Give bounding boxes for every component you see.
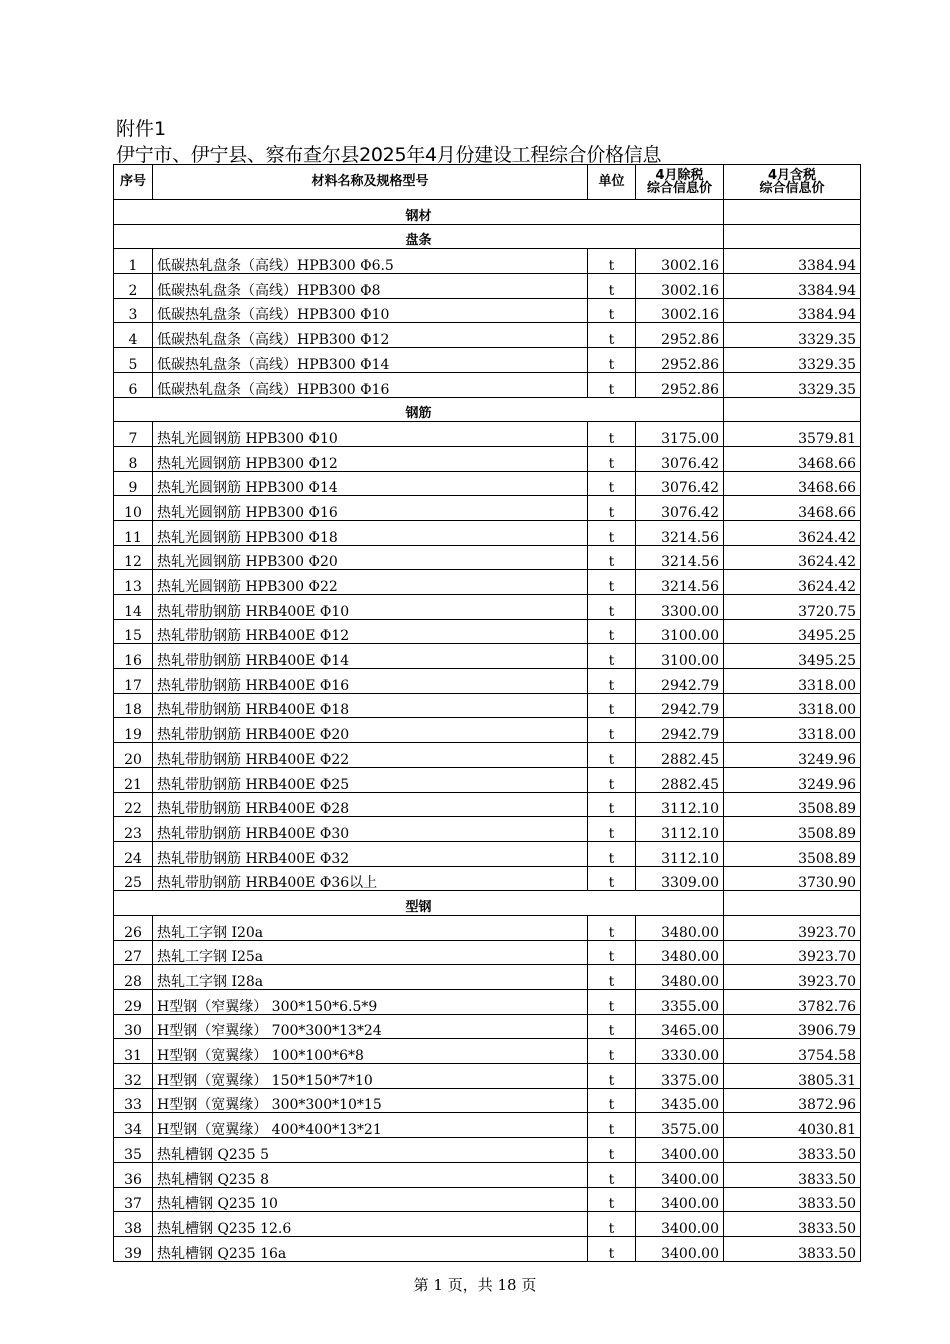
- cell-no: 31: [114, 1039, 153, 1064]
- cell-price-ex-tax: 2942.79: [636, 718, 724, 743]
- cell-name: 热轧带肋钢筋 HRB400E Φ28: [153, 792, 588, 817]
- cell-name: 热轧槽钢 Q235 12.6: [153, 1212, 588, 1237]
- cell-unit: t: [588, 619, 636, 644]
- cell-no: 8: [114, 446, 153, 471]
- cell-name: 热轧光圆钢筋 HPB300 Φ12: [153, 446, 588, 471]
- cell-price-ex-tax: 3435.00: [636, 1088, 724, 1113]
- cell-price-in-tax: 3329.35: [724, 372, 861, 397]
- cell-no: 22: [114, 792, 153, 817]
- section-title: 型钢: [114, 891, 724, 916]
- table-row: [114, 915, 861, 940]
- cell-no: 23: [114, 817, 153, 842]
- section-empty-cell: [724, 224, 861, 249]
- table-row: [114, 841, 861, 866]
- page-footer: 第 1 页，共 18 页: [413, 1276, 537, 1294]
- cell-price-ex-tax: 3214.56: [636, 520, 724, 545]
- cell-unit: t: [588, 1014, 636, 1039]
- section-title: 盘条: [114, 224, 724, 249]
- cell-no: 39: [114, 1236, 153, 1261]
- section-title: 钢材: [114, 200, 724, 225]
- cell-price-ex-tax: 3400.00: [636, 1162, 724, 1187]
- cell-unit: t: [588, 841, 636, 866]
- cell-price-in-tax: 3318.00: [724, 669, 861, 694]
- cell-no: 15: [114, 619, 153, 644]
- cell-no: 13: [114, 570, 153, 595]
- cell-unit: t: [588, 545, 636, 570]
- cell-unit: t: [588, 718, 636, 743]
- section-empty-cell: [724, 397, 861, 422]
- cell-unit: t: [588, 1064, 636, 1089]
- col-header-name: 材料名称及规格型号: [153, 165, 588, 200]
- price-in-line1: 4月含税: [767, 168, 817, 183]
- cell-name: 低碳热轧盘条（高线）HPB300 Φ16: [153, 372, 588, 397]
- cell-unit: t: [588, 496, 636, 521]
- cell-no: 3: [114, 298, 153, 323]
- cell-name: 低碳热轧盘条（高线）HPB300 Φ8: [153, 274, 588, 299]
- cell-price-ex-tax: 3112.10: [636, 792, 724, 817]
- cell-price-in-tax: 3384.94: [724, 298, 861, 323]
- cell-name: 低碳热轧盘条（高线）HPB300 Φ12: [153, 323, 588, 348]
- cell-unit: t: [588, 1088, 636, 1113]
- cell-no: 1: [114, 249, 153, 274]
- cell-price-in-tax: 3468.66: [724, 446, 861, 471]
- cell-price-ex-tax: 3112.10: [636, 841, 724, 866]
- table-row: [114, 496, 861, 521]
- table-row: [114, 1039, 861, 1064]
- document-title: 伊宁市、伊宁县、察布查尔县2025年4月份建设工程综合价格信息: [116, 144, 662, 166]
- table-row: [114, 249, 861, 274]
- table-row: [114, 792, 861, 817]
- cell-name: 热轧光圆钢筋 HPB300 Φ14: [153, 471, 588, 496]
- table-row: [114, 422, 861, 447]
- cell-unit: t: [588, 990, 636, 1015]
- cell-name: H型钢（宽翼缘） 300*300*10*15: [153, 1088, 588, 1113]
- cell-unit: t: [588, 249, 636, 274]
- cell-no: 10: [114, 496, 153, 521]
- cell-no: 25: [114, 866, 153, 891]
- table-row: [114, 990, 861, 1015]
- section-title: 钢筋: [114, 397, 724, 422]
- table-row: [114, 1113, 861, 1138]
- cell-price-in-tax: 3833.50: [724, 1236, 861, 1261]
- cell-unit: t: [588, 422, 636, 447]
- cell-name: H型钢（窄翼缘） 700*300*13*24: [153, 1014, 588, 1039]
- cell-price-in-tax: 3318.00: [724, 718, 861, 743]
- table-row: [114, 520, 861, 545]
- cell-price-in-tax: 3468.66: [724, 496, 861, 521]
- cell-price-in-tax: 3782.76: [724, 990, 861, 1015]
- cell-name: 热轧槽钢 Q235 10: [153, 1187, 588, 1212]
- cell-no: 16: [114, 644, 153, 669]
- cell-no: 7: [114, 422, 153, 447]
- cell-price-in-tax: 3624.42: [724, 520, 861, 545]
- cell-name: 热轧光圆钢筋 HPB300 Φ10: [153, 422, 588, 447]
- cell-unit: t: [588, 693, 636, 718]
- cell-no: 29: [114, 990, 153, 1015]
- cell-unit: t: [588, 644, 636, 669]
- table-row: [114, 1064, 861, 1089]
- cell-price-in-tax: 3872.96: [724, 1088, 861, 1113]
- cell-price-ex-tax: 3465.00: [636, 1014, 724, 1039]
- section-header-row: [114, 397, 861, 422]
- cell-unit: t: [588, 323, 636, 348]
- price-ex-line1: 4月除税: [655, 168, 704, 183]
- cell-name: 热轧带肋钢筋 HRB400E Φ22: [153, 743, 588, 768]
- table-row: [114, 1138, 861, 1163]
- cell-unit: t: [588, 743, 636, 768]
- cell-no: 36: [114, 1162, 153, 1187]
- cell-unit: t: [588, 274, 636, 299]
- cell-unit: t: [588, 595, 636, 620]
- cell-price-in-tax: 3495.25: [724, 644, 861, 669]
- cell-price-ex-tax: 3375.00: [636, 1064, 724, 1089]
- cell-no: 12: [114, 545, 153, 570]
- cell-price-ex-tax: 3076.42: [636, 496, 724, 521]
- col-header-price-ex-tax: [636, 165, 724, 200]
- price-table: [113, 164, 861, 1262]
- cell-name: 热轧带肋钢筋 HRB400E Φ32: [153, 841, 588, 866]
- cell-no: 5: [114, 348, 153, 373]
- cell-price-in-tax: 3318.00: [724, 693, 861, 718]
- cell-price-ex-tax: 3480.00: [636, 940, 724, 965]
- cell-price-in-tax: 3329.35: [724, 323, 861, 348]
- table-row: [114, 743, 861, 768]
- cell-price-ex-tax: 3575.00: [636, 1113, 724, 1138]
- cell-unit: t: [588, 1039, 636, 1064]
- cell-price-in-tax: 3384.94: [724, 249, 861, 274]
- cell-price-ex-tax: 3309.00: [636, 866, 724, 891]
- table-row: [114, 348, 861, 373]
- cell-price-in-tax: 3384.94: [724, 274, 861, 299]
- cell-price-in-tax: 3923.70: [724, 915, 861, 940]
- cell-price-in-tax: 3754.58: [724, 1039, 861, 1064]
- cell-no: 33: [114, 1088, 153, 1113]
- cell-name: 热轧工字钢 I25a: [153, 940, 588, 965]
- cell-price-in-tax: 3833.50: [724, 1138, 861, 1163]
- cell-no: 30: [114, 1014, 153, 1039]
- cell-price-in-tax: 3833.50: [724, 1162, 861, 1187]
- cell-no: 20: [114, 743, 153, 768]
- cell-price-in-tax: 3249.96: [724, 767, 861, 792]
- cell-price-in-tax: 3805.31: [724, 1064, 861, 1089]
- cell-no: 37: [114, 1187, 153, 1212]
- cell-unit: t: [588, 1212, 636, 1237]
- cell-name: 热轧带肋钢筋 HRB400E Φ25: [153, 767, 588, 792]
- cell-price-ex-tax: 3100.00: [636, 644, 724, 669]
- cell-name: 热轧带肋钢筋 HRB400E Φ36以上: [153, 866, 588, 891]
- cell-price-in-tax: 3906.79: [724, 1014, 861, 1039]
- table-row: [114, 1088, 861, 1113]
- cell-name: 热轧工字钢 I28a: [153, 965, 588, 990]
- cell-price-in-tax: 3329.35: [724, 348, 861, 373]
- cell-unit: t: [588, 471, 636, 496]
- cell-unit: t: [588, 446, 636, 471]
- cell-name: 热轧光圆钢筋 HPB300 Φ18: [153, 520, 588, 545]
- table-row: [114, 619, 861, 644]
- cell-price-ex-tax: 3400.00: [636, 1212, 724, 1237]
- section-empty-cell: [724, 891, 861, 916]
- cell-unit: t: [588, 817, 636, 842]
- table-row: [114, 718, 861, 743]
- cell-name: 热轧光圆钢筋 HPB300 Φ22: [153, 570, 588, 595]
- cell-price-ex-tax: 3100.00: [636, 619, 724, 644]
- cell-unit: t: [588, 1138, 636, 1163]
- cell-price-in-tax: 3923.70: [724, 965, 861, 990]
- cell-price-ex-tax: 3175.00: [636, 422, 724, 447]
- cell-price-ex-tax: 3076.42: [636, 446, 724, 471]
- cell-price-in-tax: 3833.50: [724, 1187, 861, 1212]
- cell-price-ex-tax: 3400.00: [636, 1187, 724, 1212]
- table-row: [114, 545, 861, 570]
- cell-name: 低碳热轧盘条（高线）HPB300 Φ10: [153, 298, 588, 323]
- col-header-no: 序号: [114, 165, 153, 200]
- cell-no: 11: [114, 520, 153, 545]
- cell-unit: t: [588, 520, 636, 545]
- cell-price-ex-tax: 3002.16: [636, 298, 724, 323]
- cell-price-in-tax: 4030.81: [724, 1113, 861, 1138]
- cell-name: 热轧槽钢 Q235 5: [153, 1138, 588, 1163]
- table-row: [114, 693, 861, 718]
- cell-price-ex-tax: 3400.00: [636, 1236, 724, 1261]
- cell-price-ex-tax: 3480.00: [636, 965, 724, 990]
- price-in-line2: 综合信息价: [759, 181, 825, 196]
- cell-price-in-tax: 3833.50: [724, 1212, 861, 1237]
- cell-no: 24: [114, 841, 153, 866]
- table-row: [114, 1236, 861, 1261]
- cell-price-in-tax: 3249.96: [724, 743, 861, 768]
- cell-no: 27: [114, 940, 153, 965]
- cell-unit: t: [588, 915, 636, 940]
- cell-no: 34: [114, 1113, 153, 1138]
- table-row: [114, 1162, 861, 1187]
- cell-unit: t: [588, 348, 636, 373]
- cell-name: 热轧带肋钢筋 HRB400E Φ30: [153, 817, 588, 842]
- table-row: [114, 274, 861, 299]
- cell-unit: t: [588, 1113, 636, 1138]
- cell-name: H型钢（窄翼缘） 300*150*6.5*9: [153, 990, 588, 1015]
- cell-unit: t: [588, 965, 636, 990]
- cell-price-ex-tax: 3400.00: [636, 1138, 724, 1163]
- cell-no: 21: [114, 767, 153, 792]
- cell-unit: t: [588, 940, 636, 965]
- cell-name: 热轧带肋钢筋 HRB400E Φ12: [153, 619, 588, 644]
- cell-price-in-tax: 3923.70: [724, 940, 861, 965]
- table-header-row: [114, 165, 861, 200]
- cell-unit: t: [588, 372, 636, 397]
- section-header-row: [114, 891, 861, 916]
- cell-unit: t: [588, 570, 636, 595]
- cell-name: 低碳热轧盘条（高线）HPB300 Φ6.5: [153, 249, 588, 274]
- table-row: [114, 298, 861, 323]
- col-header-price-in-tax: [724, 165, 861, 200]
- table-row: [114, 1212, 861, 1237]
- cell-price-ex-tax: 3076.42: [636, 471, 724, 496]
- cell-price-in-tax: 3720.75: [724, 595, 861, 620]
- table-row: [114, 965, 861, 990]
- cell-price-ex-tax: 3355.00: [636, 990, 724, 1015]
- cell-unit: t: [588, 1236, 636, 1261]
- cell-name: 热轧带肋钢筋 HRB400E Φ16: [153, 669, 588, 694]
- table-row: [114, 570, 861, 595]
- cell-no: 6: [114, 372, 153, 397]
- cell-price-ex-tax: 2942.79: [636, 669, 724, 694]
- cell-price-ex-tax: 3112.10: [636, 817, 724, 842]
- cell-no: 32: [114, 1064, 153, 1089]
- cell-name: 热轧带肋钢筋 HRB400E Φ14: [153, 644, 588, 669]
- cell-name: H型钢（宽翼缘） 150*150*7*10: [153, 1064, 588, 1089]
- cell-unit: t: [588, 1162, 636, 1187]
- cell-price-ex-tax: 3214.56: [636, 545, 724, 570]
- table-row: [114, 940, 861, 965]
- cell-price-ex-tax: 3214.56: [636, 570, 724, 595]
- table-row: [114, 372, 861, 397]
- section-header-row: [114, 224, 861, 249]
- price-ex-line2: 综合信息价: [646, 181, 712, 196]
- section-header-row: [114, 200, 861, 225]
- cell-name: 热轧光圆钢筋 HPB300 Φ20: [153, 545, 588, 570]
- cell-price-ex-tax: 2882.45: [636, 743, 724, 768]
- cell-price-in-tax: 3624.42: [724, 570, 861, 595]
- cell-price-in-tax: 3624.42: [724, 545, 861, 570]
- cell-unit: t: [588, 792, 636, 817]
- cell-no: 38: [114, 1212, 153, 1237]
- cell-price-ex-tax: 3480.00: [636, 915, 724, 940]
- cell-unit: t: [588, 669, 636, 694]
- table-row: [114, 866, 861, 891]
- cell-no: 9: [114, 471, 153, 496]
- table-row: [114, 471, 861, 496]
- cell-name: 热轧光圆钢筋 HPB300 Φ16: [153, 496, 588, 521]
- cell-unit: t: [588, 1187, 636, 1212]
- col-header-unit: 单位: [588, 165, 636, 200]
- cell-unit: t: [588, 298, 636, 323]
- cell-unit: t: [588, 866, 636, 891]
- cell-name: 低碳热轧盘条（高线）HPB300 Φ14: [153, 348, 588, 373]
- cell-no: 18: [114, 693, 153, 718]
- table-row: [114, 767, 861, 792]
- table-row: [114, 644, 861, 669]
- cell-no: 4: [114, 323, 153, 348]
- cell-price-ex-tax: 3002.16: [636, 249, 724, 274]
- cell-name: 热轧槽钢 Q235 16a: [153, 1236, 588, 1261]
- table-row: [114, 595, 861, 620]
- cell-no: 2: [114, 274, 153, 299]
- cell-unit: t: [588, 767, 636, 792]
- cell-name: 热轧带肋钢筋 HRB400E Φ20: [153, 718, 588, 743]
- cell-price-in-tax: 3730.90: [724, 866, 861, 891]
- cell-price-in-tax: 3508.89: [724, 817, 861, 842]
- cell-no: 35: [114, 1138, 153, 1163]
- cell-no: 26: [114, 915, 153, 940]
- cell-price-in-tax: 3468.66: [724, 471, 861, 496]
- cell-price-in-tax: 3508.89: [724, 792, 861, 817]
- cell-name: 热轧带肋钢筋 HRB400E Φ10: [153, 595, 588, 620]
- cell-name: 热轧槽钢 Q235 8: [153, 1162, 588, 1187]
- cell-name: H型钢（宽翼缘） 100*100*6*8: [153, 1039, 588, 1064]
- cell-name: H型钢（宽翼缘） 400*400*13*21: [153, 1113, 588, 1138]
- cell-no: 17: [114, 669, 153, 694]
- cell-price-ex-tax: 2952.86: [636, 348, 724, 373]
- cell-name: 热轧带肋钢筋 HRB400E Φ18: [153, 693, 588, 718]
- cell-price-ex-tax: 3300.00: [636, 595, 724, 620]
- table-row: [114, 323, 861, 348]
- cell-price-in-tax: 3579.81: [724, 422, 861, 447]
- table-row: [114, 1187, 861, 1212]
- cell-price-ex-tax: 3330.00: [636, 1039, 724, 1064]
- cell-name: 热轧工字钢 I20a: [153, 915, 588, 940]
- attachment-label: 附件1: [116, 118, 167, 140]
- table-row: [114, 669, 861, 694]
- cell-price-ex-tax: 2952.86: [636, 323, 724, 348]
- cell-no: 19: [114, 718, 153, 743]
- table-row: [114, 1014, 861, 1039]
- table-row: [114, 817, 861, 842]
- cell-price-in-tax: 3508.89: [724, 841, 861, 866]
- cell-no: 14: [114, 595, 153, 620]
- table-row: [114, 446, 861, 471]
- price-table-body: [114, 165, 861, 1262]
- cell-price-ex-tax: 2942.79: [636, 693, 724, 718]
- cell-price-ex-tax: 2882.45: [636, 767, 724, 792]
- cell-price-ex-tax: 3002.16: [636, 274, 724, 299]
- cell-price-ex-tax: 2952.86: [636, 372, 724, 397]
- cell-no: 28: [114, 965, 153, 990]
- section-empty-cell: [724, 200, 861, 225]
- cell-price-in-tax: 3495.25: [724, 619, 861, 644]
